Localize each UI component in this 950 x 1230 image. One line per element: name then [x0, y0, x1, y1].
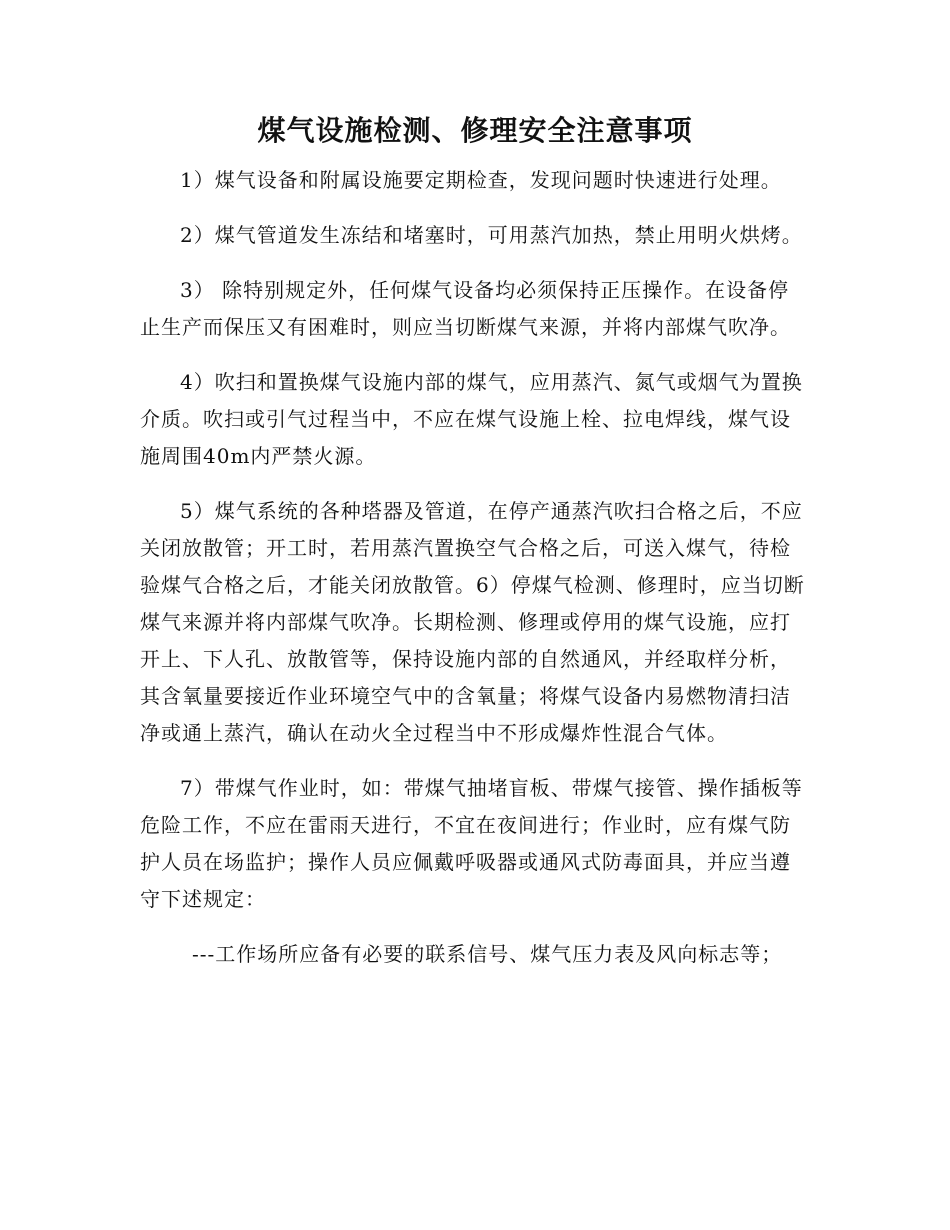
paragraph-3: 3） 除特别规定外，任何煤气设备均必须保持正压操作。在设备停止生产而保压又有困难时，则应当切断煤气来源，并将内部煤气吹净。	[140, 278, 791, 339]
paragraph-5: 5）煤气系统的各种塔器及管道，在停产通蒸汽吹扫合格之后，不应关闭放散管；开工时，若用蒸汽置换空气合格之后，可送入煤气，待检验煤气合格之后，才能关闭放散管。6）停煤气检测、修理时，应当切断煤气来源并将内部煤气吹净。长期检测、修理或停用的煤气设施，应打开上、下人孔、放散管等，保持设施内部的自然通风，并经取样分析，其含氧量要接近作业环境空气中的含氧量；将煤气设备内易燃物清扫洁净或通上蒸汽，确认在动火全过程当中不形成爆炸性混合气体。	[140, 499, 805, 745]
paragraph-1: 1）煤气设备和附属设施要定期检查，发现问题时快速进行处理。	[180, 168, 782, 192]
paragraph-rule-item: ---工作场所应备有必要的联系信号、煤气压力表及风向标志等；	[192, 942, 783, 966]
paragraph-2: 2）煤气管道发生冻结和堵塞时，可用蒸汽加热，禁止用明火烘烤。	[180, 223, 803, 247]
document-title: 煤气设施检测、修理安全注意事项	[257, 114, 693, 147]
paragraph-4: 4）吹扫和置换煤气设施内部的煤气，应用蒸汽、氮气或烟气为置换介质。吹扫或引气过程当中，不应在煤气设施上栓、拉电焊线，煤气设施周围40m内严禁火源。	[140, 370, 803, 468]
paragraph-7: 7）带煤气作业时，如：带煤气抽堵盲板、带煤气接管、操作插板等危险工作，不应在雷雨天进行，不宜在夜间进行；作业时，应有煤气防护人员在场监护；操作人员应佩戴呼吸器或通风式防毒面具，并应当遵守下述规定：	[140, 776, 803, 911]
